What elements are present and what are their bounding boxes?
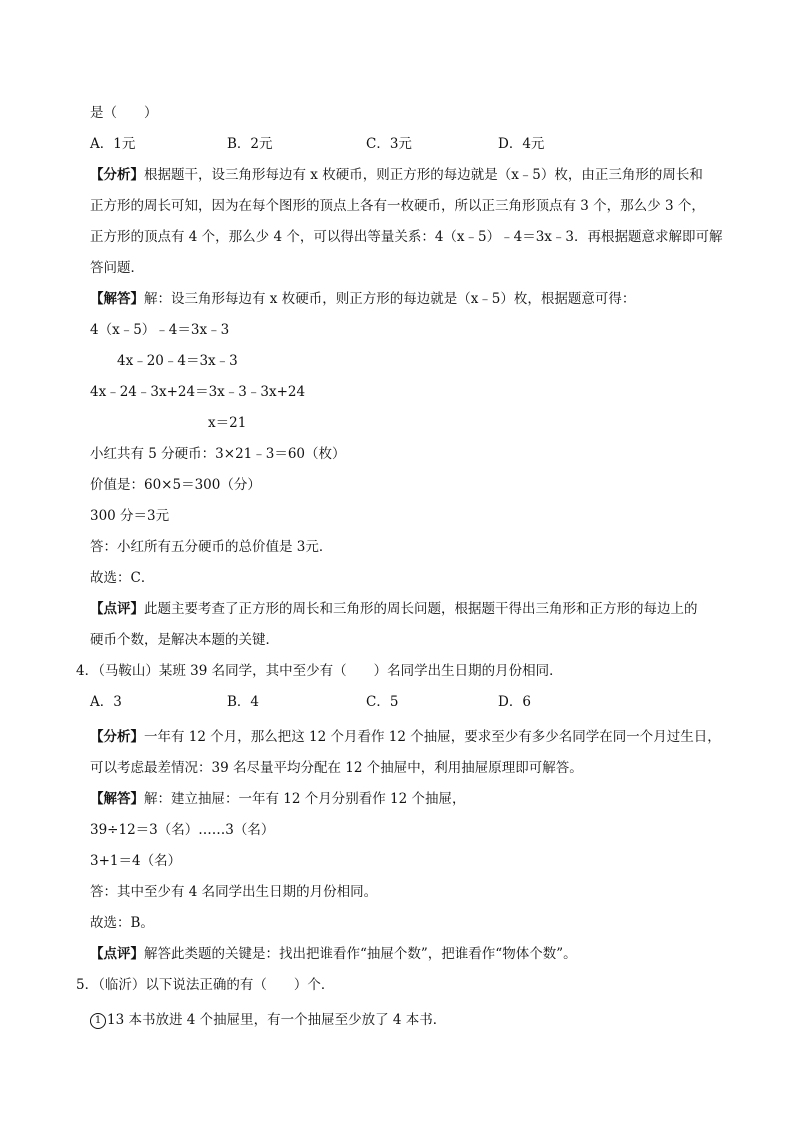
q4-analysis-line-2: 可以考虑最差情况：39 名尽量平均分配在 12 个抽屉中，利用抽屉原理即可解答。: [90, 760, 583, 776]
q3-stem-tail: 是（ ）: [90, 105, 158, 121]
q3-review-line-1: [90, 599, 698, 619]
analysis-tag: 【分析】: [90, 729, 144, 745]
q5-item-1-text: 13 本书放进 4 个抽屉里，有一个抽屉至少放了 4 本书．: [107, 1012, 447, 1028]
q3-step-4: x＝21: [208, 415, 247, 431]
q4-option-d: D．6: [498, 694, 531, 710]
q3-review-line-2: 硬币个数，是解决本题的关键．: [90, 632, 279, 648]
q4-analysis-text: 一年有 12 个月，那么把这 12 个月看作 12 个抽屉，要求至少有多少名同学在同一个月过生日，: [144, 729, 721, 745]
q3-analysis-line-3: 正方形的顶点有 4 个，那么少 4 个，可以得出等量关系：4（x﹣5）﹣4＝3x﹣3．再根据题意求解即可解: [90, 229, 723, 245]
q4-step-2: 3+1＝4（名）: [90, 853, 182, 869]
analysis-tag: 【分析】: [90, 167, 144, 183]
q3-analysis-line-4: 答问题．: [90, 260, 144, 276]
solution-tag: 【解答】: [90, 791, 144, 807]
q4-option-a: A．3: [90, 694, 122, 710]
review-tag: 【点评】: [90, 601, 144, 617]
circled-number-1: 1: [90, 1013, 106, 1029]
q4-analysis-line-1: [90, 727, 721, 747]
q3-choice: 故选：C．: [90, 570, 155, 586]
q5-stem: 5．（临沂）以下说法正确的有（ ）个．: [76, 977, 335, 993]
q3-answer: 答：小红所有五分硬币的总价值是 3元．: [90, 539, 333, 555]
q4-review-text: 解答此类题的关键是：找出把谁看作“抽屉个数”，把谁看作“物体个数”。: [144, 946, 577, 962]
q3-option-a: A．1元: [90, 136, 136, 152]
q3-review-text: 此题主要考查了正方形的周长和三角形的周长问题，根据题干得出三角形和正方形的每边上的: [144, 601, 698, 617]
q3-step-3: 4x﹣24﹣3x+24＝3x﹣3﹣3x+24: [90, 384, 306, 400]
review-tag: 【点评】: [90, 946, 144, 962]
q4-stem: 4．（马鞍山）某班 39 名同学，其中至少有（ ）名同学出生日期的月份相同．: [76, 663, 563, 679]
q3-analysis-line-1: [90, 165, 703, 185]
q3-step-6: 价值是：60×5＝300（分）: [90, 477, 261, 493]
q3-option-c: C．3元: [366, 136, 412, 152]
solution-tag: 【解答】: [90, 291, 144, 307]
q3-option-b: B．2元: [227, 136, 273, 152]
q3-analysis-text: 根据题干，设三角形每边有 x 枚硬币，则正方形的每边就是（x﹣5）枚，由正三角形的周长和: [144, 167, 703, 183]
q3-solution-line-1: [90, 289, 635, 309]
q3-analysis-line-2: 正方形的周长可知，因为在每个图形的顶点上各有一枚硬币，所以正三角形顶点有 3 个，那么少 3 个，: [90, 198, 705, 214]
q3-step-7: 300 分＝3元: [90, 508, 170, 524]
q3-step-2: 4x﹣20﹣4＝3x﹣3: [117, 353, 238, 369]
q3-option-d: D．4元: [498, 136, 545, 152]
q4-step-1: 39÷12＝3（名）……3（名）: [90, 822, 275, 838]
q4-answer: 答：其中至少有 4 名同学出生日期的月份相同。: [90, 884, 378, 900]
q4-option-c: C．5: [366, 694, 399, 710]
q3-step-1: 4（x﹣5）﹣4＝3x﹣3: [90, 322, 230, 338]
q5-item-1: [90, 1010, 446, 1030]
q3-step-5: 小红共有 5 分硬币：3×21﹣3＝60（枚）: [90, 446, 346, 462]
q4-review-line-1: [90, 944, 577, 964]
q3-solution-text: 解：设三角形每边有 x 枚硬币，则正方形的每边就是（x﹣5）枚，根据题意可得：: [144, 291, 636, 307]
q4-solution-text: 解：建立抽屉：一年有 12 个月分别看作 12 个抽屉，: [144, 791, 466, 807]
q4-choice: 故选：B。: [90, 915, 154, 931]
q4-solution-line-1: [90, 789, 466, 809]
q4-option-b: B．4: [227, 694, 260, 710]
